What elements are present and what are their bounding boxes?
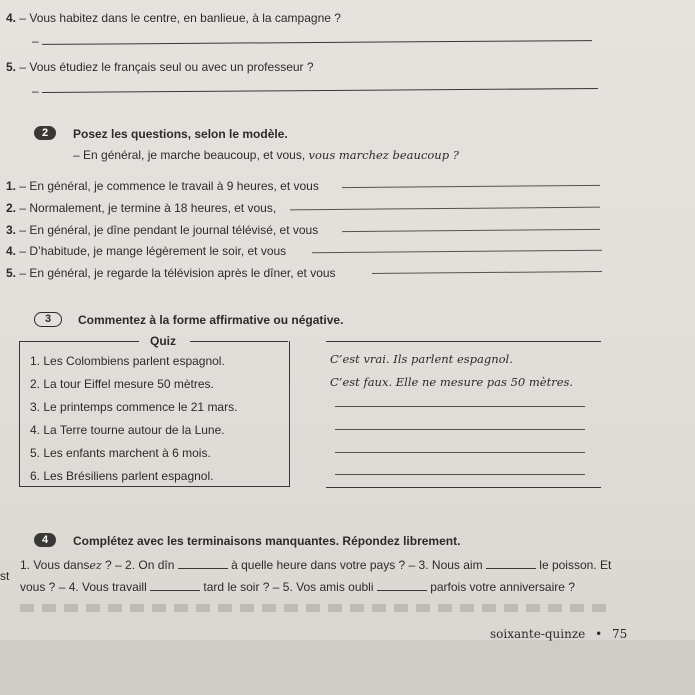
ex2-item-5: 5. – En général, je regarde la télévision après le dîner, et vous	[6, 266, 336, 280]
ex2-item-2: 2. – Normalement, je termine à 18 heures, et vous,	[6, 201, 277, 215]
quiz-item-3: 3. Le printemps commence le 21 mars.	[30, 400, 238, 414]
ex2-item-3-line	[342, 229, 600, 232]
ex4-line-1: 1. Vous dansez ? – 2. On dîn à quelle heure dans votre pays ? – 3. Nous aim le poisson. Et	[20, 558, 612, 572]
ex4-title: Complétez avec les terminaisons manquantes. Répondez librement.	[73, 534, 461, 548]
quiz-item-5: 5. Les enfants marchent à 6 mois.	[30, 446, 211, 460]
ex2-title: Posez les questions, selon le modèle.	[73, 127, 288, 141]
ex2-item-5-line	[372, 271, 602, 274]
quiz-answer-2-handwritten: C’est faux. Elle ne mesure pas 50 mètres.	[330, 375, 574, 389]
ex2-badge: 2	[34, 126, 56, 140]
quiz-box-top-left	[19, 341, 139, 342]
ex1-q5: 5. – Vous étudiez le français seul ou avec un professeur ?	[6, 60, 314, 74]
ex3-badge: 3	[34, 312, 62, 327]
page-bottom-shade	[0, 640, 695, 695]
quiz-answer-6-line	[335, 474, 585, 475]
ex2-item-3: 3. – En général, je dîne pendant le journal télévisé, et vous	[6, 223, 319, 237]
ex2-model-handwritten: vous marchez beaucoup ?	[308, 148, 459, 162]
quiz-box-top-right	[190, 341, 288, 342]
ex4-blank-3[interactable]	[486, 558, 536, 569]
quiz-answer-5-line	[335, 452, 585, 453]
ex1-q5-dash: –	[32, 84, 39, 98]
ex1-q5-answer-line	[42, 88, 598, 93]
margin-mark: st	[0, 569, 10, 583]
ex3-title: Commentez à la forme affirmative ou négative.	[78, 313, 344, 327]
quiz-item-2: 2. La tour Eiffel mesure 50 mètres.	[30, 377, 214, 391]
ex4-blank-2[interactable]	[178, 558, 228, 569]
ex1-q4-answer-line	[42, 40, 592, 45]
ex2-model: – En général, je marche beaucoup, et vous, vous marchez beaucoup ?	[73, 148, 459, 162]
ex2-item-4-line	[312, 250, 602, 254]
ex2-item-1: 1. – En général, je commence le travail à 9 heures, et vous	[6, 179, 319, 193]
ex1-q4: 4. – Vous habitez dans le centre, en banlieue, à la campagne ?	[6, 11, 341, 25]
quiz-item-1: 1. Les Colombiens parlent espagnol.	[30, 354, 225, 368]
ex4-blank-5[interactable]	[377, 580, 427, 591]
ex2-item-1-line	[342, 185, 600, 188]
quiz-answer-3-line	[335, 406, 585, 407]
quiz-answer-1-handwritten: C’est vrai. Ils parlent espagnol.	[330, 352, 513, 366]
ex4-handwritten-ending: ez	[89, 559, 102, 572]
faint-pencil-marks	[20, 604, 610, 612]
ex4-line-2: vous ? – 4. Vous travaill tard le soir ? – 5. Vos amis oubli parfois votre anniversaire ?	[20, 580, 575, 594]
quiz-answer-4-line	[335, 429, 585, 430]
ex1-q4-dash: –	[32, 34, 39, 48]
ex2-item-4: 4. – D’habitude, je mange légèrement le soir, et vous	[6, 244, 287, 258]
quiz-label: Quiz	[150, 334, 176, 348]
quiz-item-4: 4. La Terre tourne autour de la Lune.	[30, 423, 225, 437]
quiz-item-6: 6. Les Brésiliens parlent espagnol.	[30, 469, 214, 483]
ex4-badge: 4	[34, 533, 56, 547]
ex2-item-2-line	[290, 207, 600, 211]
page-footer: soixante-quinze • 75	[490, 627, 628, 641]
ex4-blank-4[interactable]	[150, 580, 200, 591]
